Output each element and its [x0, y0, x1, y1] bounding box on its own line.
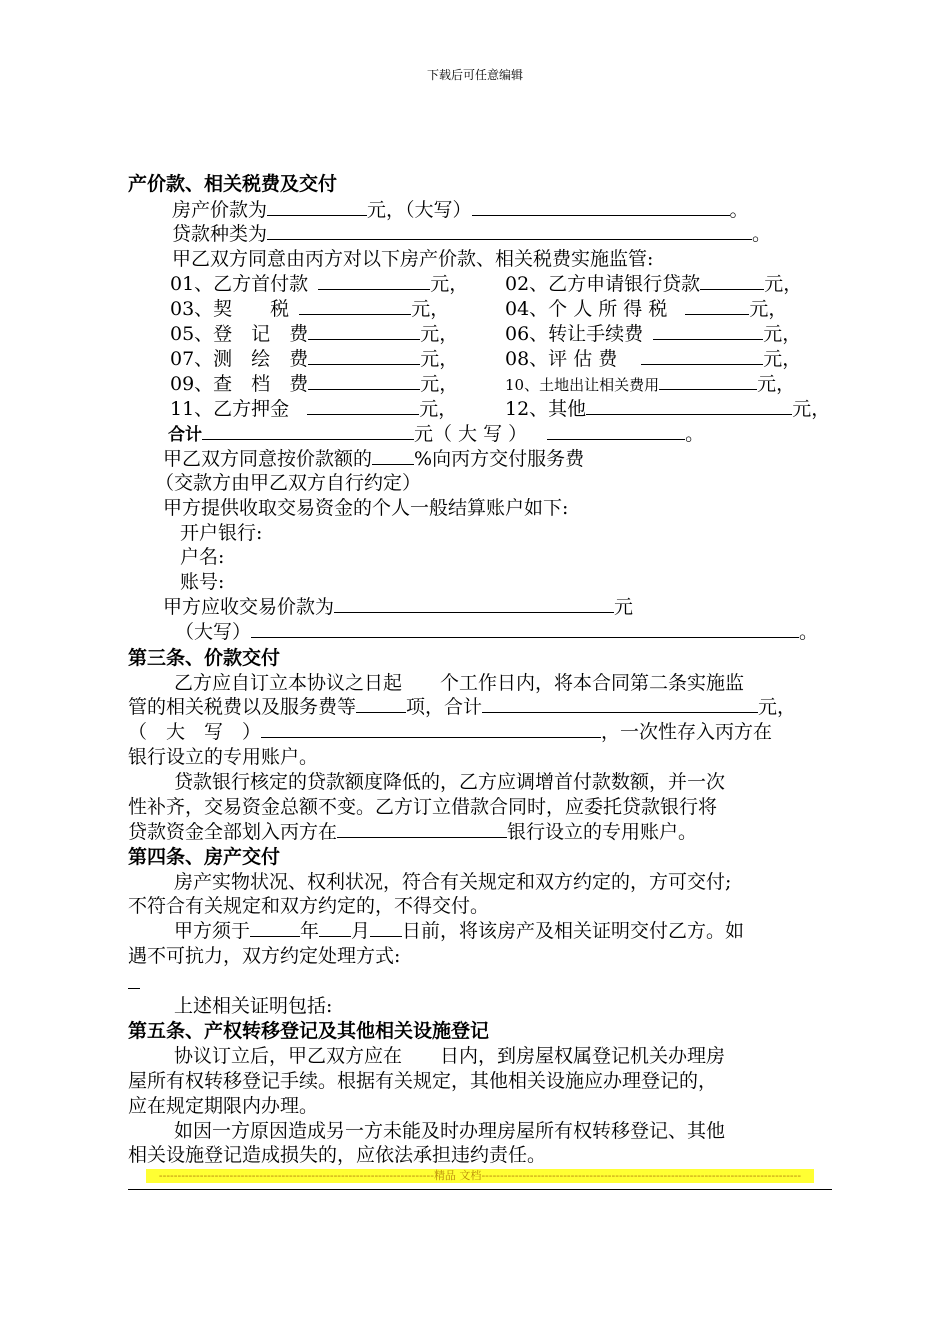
footer-dashes-left: -------------------------------------------------------------------------- — [158, 1169, 434, 1182]
sum-blank — [482, 695, 758, 713]
sec4-p1-line2: 不符合有关规定和双方约定的，不得交付。 — [128, 895, 490, 917]
period: 。 — [752, 223, 772, 245]
bank-blank — [337, 820, 507, 838]
receivable-blank — [334, 595, 614, 613]
account-name-label: 户名: — [180, 546, 225, 568]
month-blank — [319, 919, 351, 937]
fee-item-label: 09、查 档 费 — [170, 373, 309, 395]
capital-label: （大写） — [175, 621, 252, 643]
sec3-text: 银行设立的专用账户。 — [507, 821, 698, 843]
receivable-line — [163, 595, 633, 619]
sec3-text: 贷款资金全部划入丙方在 — [128, 821, 338, 843]
fee-item-label: 08、评 估 费 — [505, 348, 618, 370]
fee-unit: 元， — [411, 298, 450, 320]
fee-item-label: 12、其他 — [505, 398, 587, 420]
footer-banner — [146, 1169, 814, 1183]
fee-unit: 元， — [749, 298, 788, 320]
fee-blank — [653, 322, 763, 340]
fee-blank — [318, 272, 430, 290]
fee-item-label: 02、乙方申请银行贷款 — [505, 273, 701, 295]
fee-unit: 元， — [420, 348, 459, 370]
fee-item-label: 06、转让手续费 — [505, 323, 644, 345]
sec5-p2-line2: 相关设施登记造成损失的，应依法承担违约责任。 — [128, 1144, 547, 1166]
sec4-text: 日前，将该房产及相关证明交付乙方。如 — [402, 920, 745, 942]
fee-unit: 元， — [419, 398, 458, 420]
fee-unit: 元， — [420, 323, 459, 345]
price-capital-blank — [472, 198, 730, 216]
fee-blank — [307, 397, 419, 415]
fee-blank — [299, 297, 411, 315]
sec3-p1-line3 — [128, 720, 772, 744]
year-blank — [250, 919, 300, 937]
fee-unit: 元， — [764, 273, 803, 295]
account-intro: 甲方提供收取交易资金的个人一般结算账户如下: — [163, 497, 569, 519]
sec5-p1-line1: 协议订立后，甲乙双方应在 日内，到房屋权属登记机关办理房 — [174, 1045, 726, 1067]
service-fee-note: （交款方由甲乙双方自行约定） — [155, 472, 422, 494]
fee-blank — [659, 372, 757, 390]
footer-label: 精品 文档 — [433, 1169, 482, 1182]
fee-unit: 元， — [420, 373, 459, 395]
service-fee-text: %向丙方交付服务费 — [414, 448, 585, 470]
fee-item-label: 10、土地出让相关费用 — [505, 376, 660, 394]
period: 。 — [729, 199, 749, 221]
loan-type-line — [172, 222, 771, 246]
receivable-capital-line — [175, 620, 818, 644]
day-blank — [370, 919, 402, 937]
total-capital-blank — [547, 422, 685, 440]
sec5-p2-line1: 如因一方原因造成另一方未能及时办理房屋所有权转移登记、其他 — [174, 1120, 726, 1142]
section-heading: 产价款、相关税费及交付 — [128, 173, 338, 195]
fee-blank — [586, 397, 792, 415]
fee-unit: 元， — [792, 398, 831, 420]
service-fee-line — [163, 447, 584, 471]
total-blank — [202, 422, 414, 440]
fee-item-label: 11、乙方押金 — [170, 398, 290, 420]
fee-blank — [308, 347, 420, 365]
page-header-note: 下载后可任意编辑 — [426, 68, 523, 82]
fee-blank — [308, 372, 420, 390]
sec3-text: 元， — [758, 696, 797, 718]
sec3-p1-line1: 乙方应自订立本协议之日起 个工作日内，将本合同第二条实施监 — [174, 672, 745, 694]
receivable-label: 甲方应收交易价款为 — [163, 596, 335, 618]
sec4-text: 甲方须于 — [174, 920, 251, 942]
fee-item-label: 04、个 人 所 得 税 — [505, 298, 668, 320]
period: 。 — [685, 423, 705, 445]
capital-blank — [251, 620, 799, 638]
loan-type-blank — [267, 222, 752, 240]
fee-unit: 元， — [763, 323, 802, 345]
sum-capital-blank — [261, 720, 601, 738]
receivable-unit: 元 — [614, 596, 634, 618]
sec3-p1-line2 — [128, 695, 796, 719]
sec3-text: 项，合计 — [406, 696, 483, 718]
sec4-p1-line1: 房产实物状况、权利状况，符合有关规定和双方约定的，方可交付; — [174, 871, 732, 893]
fee-item-label: 05、登 记 费 — [170, 323, 309, 345]
fee-blank — [308, 322, 420, 340]
sec3-text: 管的相关税费以及服务费等 — [128, 696, 357, 718]
account-number-label: 账号: — [180, 571, 225, 593]
blank-line-mark — [128, 988, 140, 989]
sec4-text: 月 — [351, 920, 371, 942]
sec3-p2-line2: 性补齐，交易资金总额不变。乙方订立借款合同时，应委托贷款银行将 — [128, 796, 718, 818]
fee-blank — [685, 297, 749, 315]
fee-blank — [641, 347, 763, 365]
section-4-heading: 第四条、房产交付 — [128, 846, 281, 868]
sec4-proof: 上述相关证明包括: — [174, 995, 333, 1017]
total-line — [168, 422, 704, 447]
items-count-blank — [356, 695, 406, 713]
fee-unit: 元， — [430, 273, 469, 295]
total-unit: 元（ 大 写 ） — [414, 423, 528, 445]
section-5-heading: 第五条、产权转移登记及其他相关设施登记 — [128, 1020, 490, 1042]
fee-item-label: 03、契 税 — [170, 298, 290, 320]
footer-dashes-right: -------------------------------------------------------------------------------------- — [481, 1169, 802, 1182]
total-label: 合计 — [168, 425, 202, 445]
price-label: 房产价款为 — [172, 199, 268, 221]
price-blank — [267, 198, 367, 216]
section-3-heading: 第三条、价款交付 — [128, 647, 281, 669]
fee-item-label: 01、乙方首付款 — [170, 273, 309, 295]
fee-unit: 元， — [763, 348, 802, 370]
bank-label: 开户银行: — [180, 522, 263, 544]
fee-items-grid — [170, 272, 830, 422]
sec3-p1-line4: 银行设立的专用账户。 — [128, 746, 319, 768]
supervise-text: 甲乙双方同意由丙方对以下房产价款、相关税费实施监管: — [172, 248, 654, 270]
sec4-p2-line1 — [174, 919, 744, 943]
price-unit: 元，（大写） — [367, 199, 472, 221]
sec3-text: ，一次性存入丙方在 — [601, 721, 773, 743]
sec3-text: （ 大 写 ） — [128, 721, 262, 743]
sec5-p1-line3: 应在规定期限内办理。 — [128, 1095, 319, 1117]
sec4-p2-line2: 遇不可抗力，双方约定处理方式: — [128, 945, 401, 967]
service-fee-text: 甲乙双方同意按价款额的 — [163, 448, 373, 470]
period: 。 — [799, 621, 819, 643]
loan-type-label: 贷款种类为 — [172, 223, 268, 245]
price-line — [172, 198, 749, 222]
fee-blank — [700, 272, 764, 290]
sec3-p2-line1: 贷款银行核定的贷款额度降低的，乙方应调增首付款数额，并一次 — [174, 771, 726, 793]
sec5-p1-line2: 屋所有权转移登记手续。根据有关规定，其他相关设施应办理登记的， — [128, 1070, 718, 1092]
fee-item-label: 07、测 绘 费 — [170, 348, 309, 370]
footer-rule — [128, 1189, 832, 1190]
sec4-text: 年 — [300, 920, 320, 942]
fee-unit: 元， — [757, 373, 796, 395]
service-fee-blank — [372, 447, 414, 465]
sec3-p2-line3 — [128, 820, 697, 844]
